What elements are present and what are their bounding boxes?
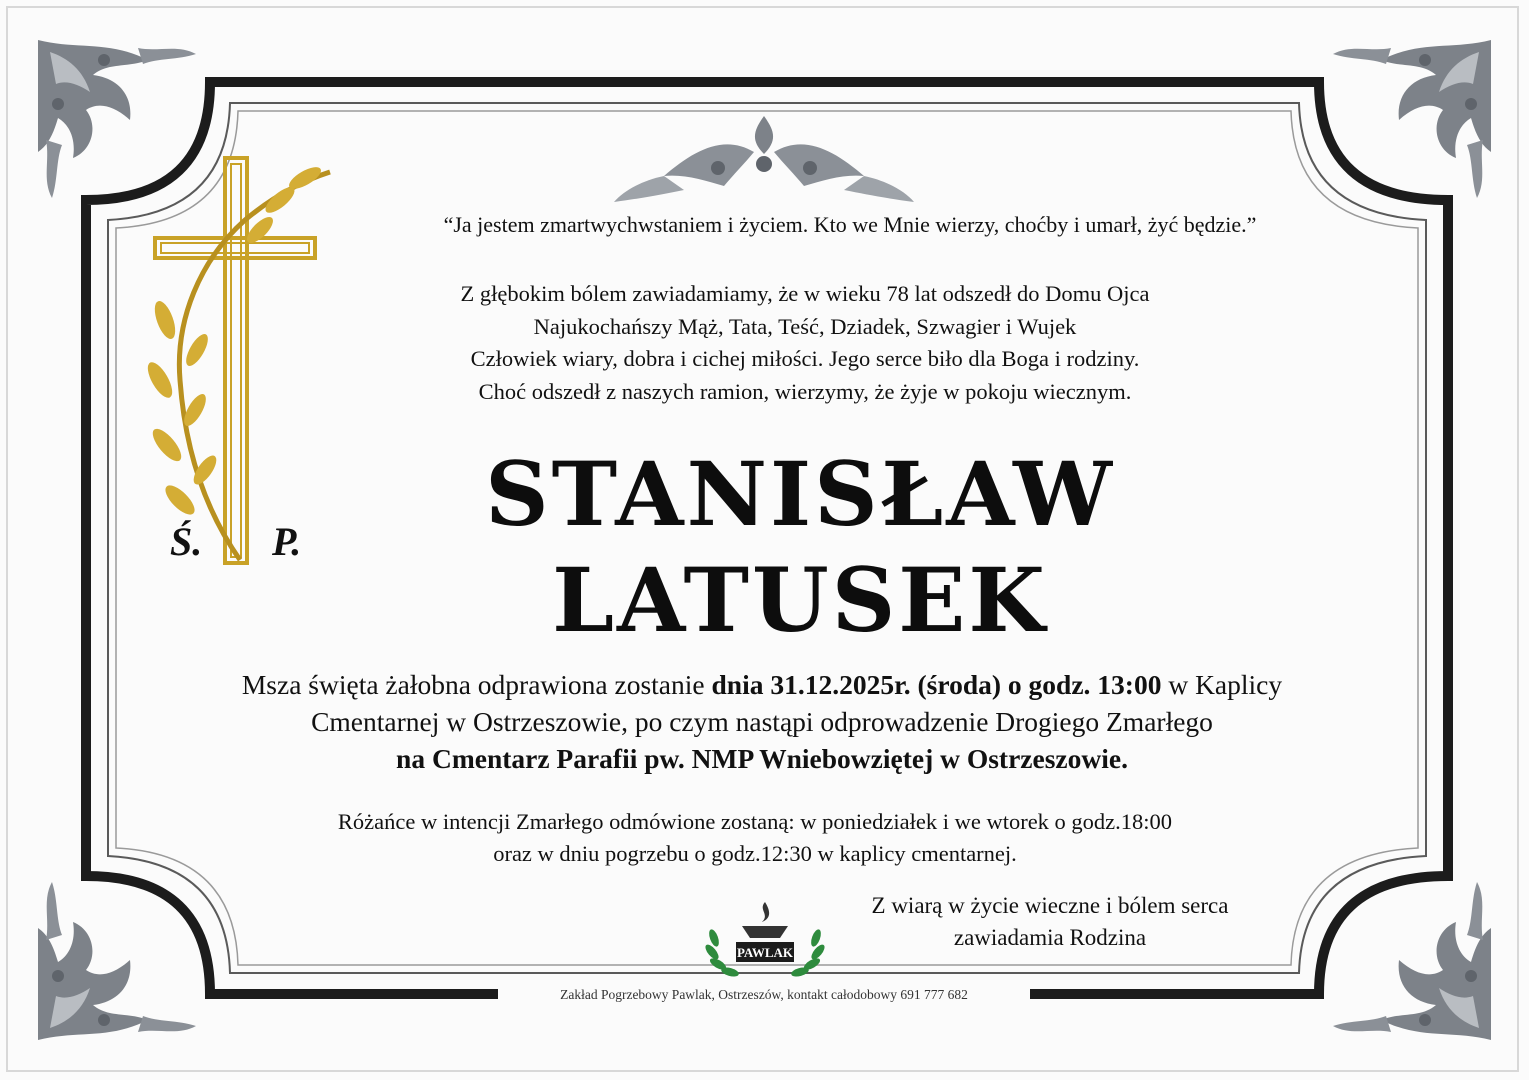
mass-text: w Kaplicy (1161, 669, 1283, 700)
mass-info (120, 666, 1404, 777)
mass-line-1 (120, 666, 1404, 703)
mass-date: dnia 31.12.2025r. (środa) o godz. 13:00 (711, 669, 1162, 700)
honorific-right: P. (272, 519, 302, 564)
top-center-ornament (614, 116, 914, 202)
footer-contact: Zakład Pogrzebowy Pawlak, Ostrzeszów, kontakt całodobowy 691 777 682 (498, 984, 1030, 1006)
rosary-line: Różańce w intencji Zmarłego odmówione zostaną: w poniedziałek i we wtorek o godz.18:00 (337, 809, 1173, 834)
logo-text: PAWLAK (736, 945, 794, 960)
intro-line: Człowiek wiary, dobra i cichej miłości. Jego serce biło dla Boga i rodziny. (470, 346, 1140, 371)
family-signature (820, 890, 1280, 954)
family-line: zawiadamia Rodzina (953, 925, 1147, 950)
mass-line-3 (120, 740, 1404, 777)
intro-line: Choć odszedł z naszych ramion, wierzymy, że żyje w pokoju wiecznym. (478, 378, 1132, 404)
rosary-line: oraz w dniu pogrzebu o godz.12:30 w kaplicy cmentarnej. (493, 841, 1017, 866)
deceased-first-name: STANISŁAW (485, 442, 1115, 546)
intro-line: Najukochańszy Mąż, Tata, Teść, Dziadek, Szwagier i Wujek (533, 313, 1077, 339)
deceased-last-name: LATUSEK (552, 548, 1048, 652)
bible-quote: “Ja jestem zmartwychwstaniem i życiem. Kto we Mnie wierzy, choćby i umarł, żyć będzie.” (443, 212, 1257, 237)
rosary-info (160, 806, 1350, 870)
intro-line: Z głębokim bólem zawiadamiamy, że w wieku 78 lat odszedł do Domu Ojca (460, 281, 1150, 306)
mass-line-2: Cmentarnej w Ostrzeszowie, po czym nastąpi odprowadzenie Drogiego Zmarłego (311, 706, 1213, 737)
cemetery-name: na Cmentarz Parafii pw. NMP Wniebowziętej w Ostrzeszowie. (396, 743, 1128, 774)
intro-text (300, 278, 1310, 408)
mass-text: Msza święta żałobna odprawiona zostanie (241, 669, 712, 700)
funeral-home-laurel-logo (700, 898, 830, 982)
honorific-left: Ś. (170, 519, 203, 564)
family-line: Z wiarą w życie wieczne i bólem serca (871, 893, 1229, 918)
